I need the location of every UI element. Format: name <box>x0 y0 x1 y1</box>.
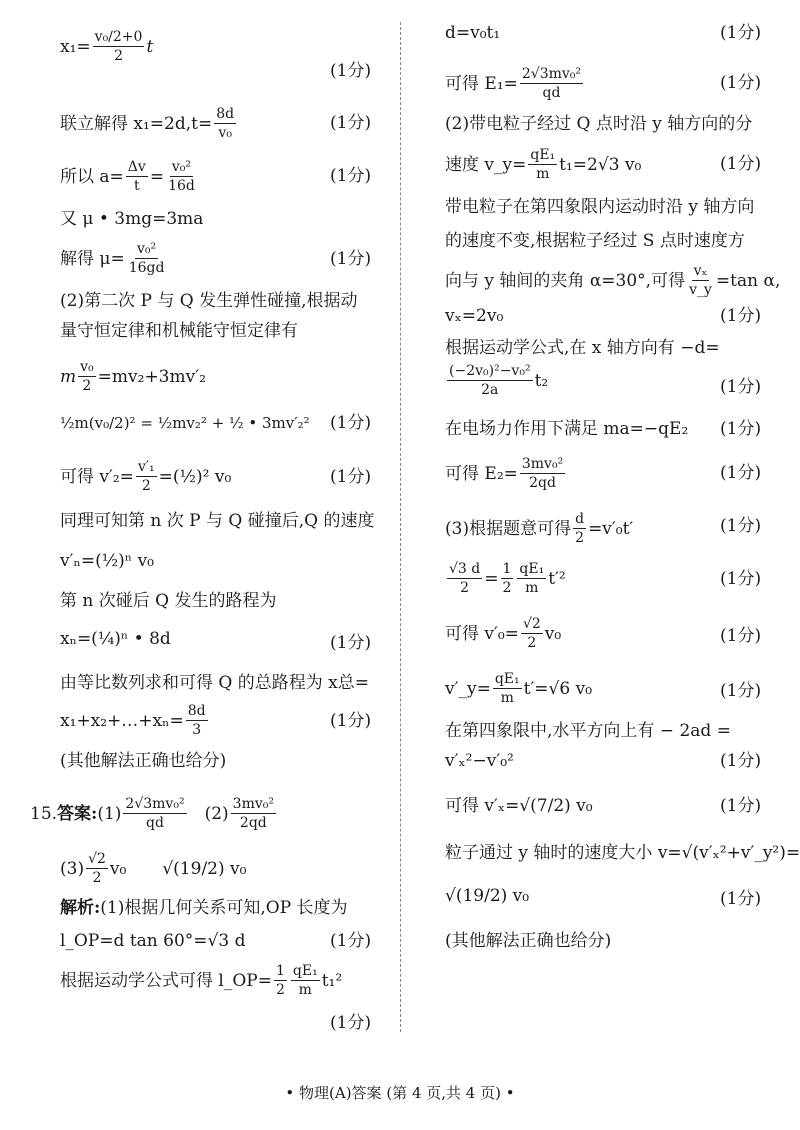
numerator: 2√3mv₀² <box>125 796 185 812</box>
score: (1分) <box>720 681 762 701</box>
eq-mu <box>60 240 168 277</box>
denominator: 2 <box>114 48 124 64</box>
eq-text: 联立解得 x₁=2d,t= <box>60 113 213 134</box>
fraction <box>528 146 557 183</box>
eq-y-kin: $\frac{√3 d}{2}$ = $\frac{1}{2}$ $\frac{\text{qE₁}}{m}$ t′² <box>449 561 566 596</box>
eq-vn: v′ₙ=(½)ⁿ v₀ <box>60 551 154 571</box>
score: (1分) <box>330 249 372 269</box>
eq-text: t′=√6 v₀ <box>523 678 593 699</box>
eq-text: 可得 v′₀= <box>445 623 519 644</box>
eq-text: √(19/2) v₀ <box>162 858 247 879</box>
eq-angle <box>445 262 780 299</box>
denominator: 2 <box>82 378 92 394</box>
eq-speed-result: √(19/2) v₀ <box>445 886 530 906</box>
denominator: v₀ <box>218 125 232 141</box>
fraction <box>136 458 157 495</box>
numerator: 2√3mv₀² <box>521 66 582 82</box>
numerator: 8d <box>187 703 206 719</box>
eq-solve <box>60 105 238 142</box>
denominator: qd <box>146 815 164 831</box>
score: (1分) <box>330 467 372 487</box>
numerator: √3 d <box>449 561 481 577</box>
score: (1分) <box>720 889 762 909</box>
eq-text: 所以 a= <box>60 166 124 187</box>
denominator: qd <box>542 85 561 101</box>
eq-vy <box>445 146 641 183</box>
numerator: qE₁ <box>530 147 556 163</box>
denominator: v_y <box>689 282 712 298</box>
fraction <box>127 240 167 277</box>
eq-text: (1) <box>97 803 122 824</box>
eq-text: t₁² <box>321 970 343 991</box>
fraction <box>687 262 714 299</box>
eq-e1 <box>445 65 585 102</box>
fraction <box>521 615 543 652</box>
eq-text: t₁=2√3 v₀ <box>559 154 642 175</box>
eq-text: x₁+x₂+…+xₙ= <box>60 710 184 731</box>
denominator: 2 <box>275 982 285 998</box>
eq-text: 速度 v_y= <box>445 154 527 175</box>
eq-text: =mv₂+3mv′₂ <box>97 366 206 387</box>
eq-text: 可得 E₂= <box>445 463 518 484</box>
eq-text: (1)根据几何关系可知,OP 长度为 <box>100 898 348 918</box>
fraction <box>517 560 546 597</box>
numerator: v′₁ <box>137 459 155 475</box>
text-line: (2)第二次 P 与 Q 发生弹性碰撞,根据动 <box>60 291 358 311</box>
eq-v0p <box>445 615 561 652</box>
score: (1分) <box>720 154 762 174</box>
denominator: 2qd <box>239 815 267 831</box>
text-line: 量守恒定律和机械能守恒定律有 <box>60 321 298 341</box>
eq-v2 <box>60 458 231 495</box>
score: (1分) <box>330 1013 372 1033</box>
eq-sum <box>60 702 210 739</box>
numerator: qE₁ <box>292 963 318 979</box>
fraction <box>520 65 583 102</box>
score: (1分) <box>720 306 762 326</box>
column-divider <box>400 22 401 1032</box>
numerator: v₀ <box>80 359 94 375</box>
fraction <box>501 560 514 597</box>
score: (1分) <box>330 711 372 731</box>
numerator: Δv <box>127 159 146 175</box>
eq-friction: 又 μ • 3mg=3ma <box>60 209 204 229</box>
fraction <box>214 105 236 142</box>
fraction <box>573 510 586 547</box>
eq-part3 <box>445 510 633 547</box>
denominator: 16gd <box>128 260 165 276</box>
denominator: 2 <box>502 580 512 596</box>
denominator: 2 <box>460 580 470 596</box>
numerator: d <box>575 511 585 527</box>
numerator: v₀² <box>137 241 157 257</box>
eq-d: d=v₀t₁ <box>445 23 501 43</box>
fraction <box>447 560 482 597</box>
fraction <box>86 850 108 887</box>
score: (1分) <box>720 463 762 483</box>
text-line: (其他解法正确也给分) <box>445 931 612 951</box>
q15-answer <box>30 795 278 832</box>
denominator: 2 <box>527 635 537 651</box>
eq-text: 向与 y 轴间的夹角 α=30°,可得 <box>445 270 686 291</box>
fraction <box>93 28 145 65</box>
score: (1分) <box>720 516 762 536</box>
eq-text: 可得 v′₂= <box>60 466 134 487</box>
answer-label: 答案: <box>57 803 98 824</box>
eq-lop: l_OP=d tan 60°=√3 d <box>60 931 246 951</box>
text-line: (其他解法正确也给分) <box>60 751 227 771</box>
eq-text: m <box>60 366 77 387</box>
eq-lop-kin <box>60 962 342 999</box>
numerator: 8d <box>216 106 235 122</box>
text-line: 在第四象限中,水平方向上有 − 2ad = <box>445 721 731 741</box>
eq-text: v′_y= <box>445 678 491 699</box>
eq-text: (2) <box>204 803 229 824</box>
eq-text: =tan α, <box>715 270 781 291</box>
score: (1分) <box>330 931 372 951</box>
score: (1分) <box>330 113 372 133</box>
score: (1分) <box>720 377 762 397</box>
score: (1分) <box>720 23 762 43</box>
eq-text: 解得 μ= <box>60 248 125 269</box>
eq-text: =v′₀t′ <box>588 518 634 539</box>
denominator: t <box>133 178 140 194</box>
numerator: 3mv₀² <box>521 456 564 472</box>
score: (1分) <box>330 633 372 653</box>
denominator: 3 <box>192 722 202 738</box>
numerator: √2 <box>88 851 106 867</box>
fraction <box>126 158 148 195</box>
numerator: (−2v₀)²−v₀² <box>449 363 531 379</box>
denominator: 16d <box>168 178 195 194</box>
eq-text: 可得 E₁= <box>445 73 518 94</box>
text-line: 由等比数列求和可得 Q 的总路程为 x总= <box>60 673 369 693</box>
fraction <box>231 795 276 832</box>
score: (1分) <box>720 569 762 589</box>
denominator: 2 <box>141 478 151 494</box>
eq-speed: 粒子通过 y 轴时的速度大小 v=√(v′ₓ²+v′_y²)= <box>445 843 800 863</box>
denominator: 2qd <box>529 475 556 491</box>
score: (1分) <box>720 626 762 646</box>
denominator: m <box>525 580 539 596</box>
text-line: 的速度不变,根据粒子经过 S 点时速度方 <box>445 231 745 251</box>
eq-text: (3) <box>60 858 85 879</box>
denominator: 2 <box>92 870 102 886</box>
score: (1分) <box>330 413 372 433</box>
fraction <box>520 455 565 492</box>
page-footer: • 物理(A)答案 (第 4 页,共 4 页) • <box>285 1084 515 1102</box>
fraction <box>166 158 197 195</box>
score: (1分) <box>720 796 762 816</box>
eq-vxp-result: 可得 v′ₓ=√(7/2) v₀ <box>445 796 593 816</box>
numerator: qE₁ <box>519 561 545 577</box>
eq-text: t′² <box>548 568 566 589</box>
numerator: 1 <box>275 963 285 979</box>
fraction <box>493 670 522 707</box>
eq-a: 所以 a= $\frac{\Delta v}{t}$ = $\frac{\text{v₀²}}{16d}$ <box>60 159 195 194</box>
q15-answer-3 <box>60 850 246 887</box>
denominator: m <box>298 982 312 998</box>
eq-text: t₂ <box>534 370 549 391</box>
eq-kin-x <box>445 362 548 399</box>
eq-text: =(½)² v₀ <box>158 466 232 487</box>
numerator: v₀/2+0 <box>94 29 143 45</box>
eq-text: v₀ <box>109 858 127 879</box>
fraction <box>186 702 208 739</box>
fraction <box>274 962 287 999</box>
text-line: 根据运动学公式,在 x 轴方向有 −d= <box>445 338 720 358</box>
denominator: m <box>500 690 514 706</box>
score: (1分) <box>720 751 762 771</box>
fraction <box>291 962 320 999</box>
fraction <box>78 358 96 395</box>
eq-vyp <box>445 670 592 707</box>
question-number: 15. <box>30 803 58 824</box>
eq-text: (3)根据题意可得 <box>445 518 572 539</box>
score: (1分) <box>720 419 762 439</box>
denominator: 2 <box>575 530 585 546</box>
eq-vxp: v′ₓ²−v′₀² <box>445 751 514 771</box>
denominator: m <box>536 166 550 182</box>
eq-text: v₀ <box>544 623 562 644</box>
numerator: v₀² <box>171 159 192 175</box>
eq-energy: ½m(v₀/2)² = ½mv₂² + ½ • 3mv′₂² <box>60 414 310 432</box>
eq-xn: xₙ=(¼)ⁿ • 8d <box>60 629 171 649</box>
fraction <box>123 795 186 832</box>
eq-text: 根据运动学公式可得 l_OP= <box>60 970 272 991</box>
eq-x1 <box>60 28 153 65</box>
eq-e2 <box>445 455 567 492</box>
eq-force: 在电场力作用下满足 ma=−qE₂ <box>445 419 689 439</box>
eq-momentum <box>60 358 206 395</box>
numerator: 3mv₀² <box>232 796 274 812</box>
text-line: 第 n 次碰后 Q 发生的路程为 <box>60 591 277 611</box>
score: (1分) <box>330 61 372 81</box>
numerator: qE₁ <box>494 671 520 687</box>
solution-intro <box>60 897 348 919</box>
denominator: 2a <box>481 382 499 398</box>
eq-text: t <box>146 36 154 57</box>
eq-vx: vₓ=2v₀ <box>445 306 504 326</box>
score: (1分) <box>330 166 372 186</box>
solution-label: 解析: <box>60 898 101 918</box>
text-line: 带电粒子在第四象限内运动时沿 y 轴方向 <box>445 197 755 217</box>
numerator: 1 <box>502 561 512 577</box>
fraction <box>447 362 533 399</box>
eq-text: x₁= <box>60 36 91 57</box>
text-line: 同理可知第 n 次 P 与 Q 碰撞后,Q 的速度 <box>60 511 375 531</box>
text-line: (2)带电粒子经过 Q 点时沿 y 轴方向的分 <box>445 114 753 134</box>
numerator: √2 <box>522 616 541 632</box>
score: (1分) <box>720 73 762 93</box>
numerator: vₓ <box>693 263 708 279</box>
